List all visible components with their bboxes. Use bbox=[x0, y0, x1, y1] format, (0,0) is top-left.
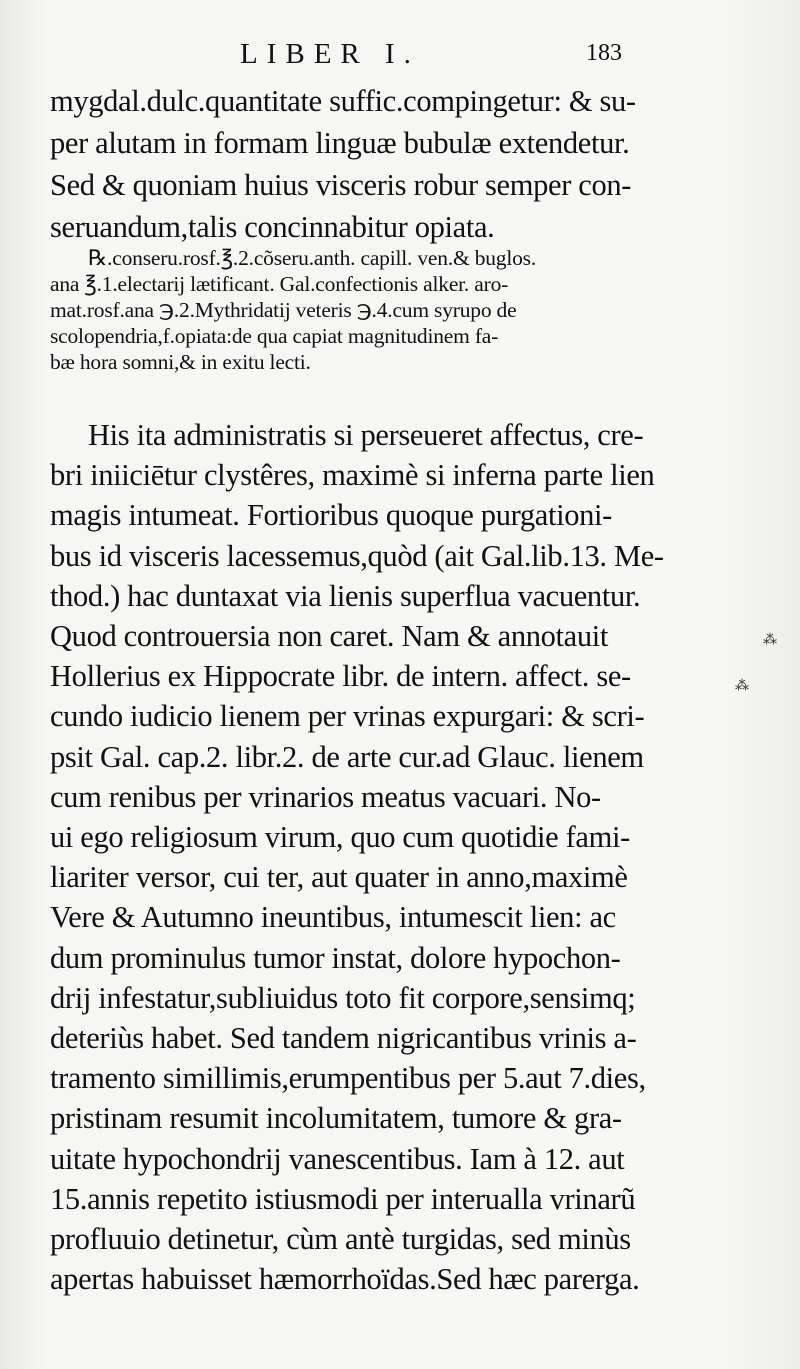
recipe-line: mat.rosf.ana ℈.2.Mythridatij veteris ℈.4.cum syrupo de bbox=[50, 298, 517, 322]
text-line: apertas habuisset hæmorrhoïdas.Sed hæc parerga. bbox=[50, 1262, 640, 1297]
text-line: profluuio detinetur, cùm antè turgidas, sed minùs bbox=[50, 1222, 631, 1257]
recipe-line: ℞.conseru.rosf.℥.2.cõseru.anth. capill. ven.& buglos. bbox=[88, 246, 537, 270]
text-line: cundo iudicio lienem per vrinas expurgari: & scri- bbox=[50, 699, 645, 734]
text-line: Hollerius ex Hippocrate libr. de intern. affect. se- bbox=[50, 659, 631, 694]
text-line: drij infestatur,subliuidus toto fit corpore,sensimq; bbox=[50, 980, 636, 1015]
text-line: Sed & quoniam huius visceris robur semper con- bbox=[50, 168, 632, 202]
paragraph-main bbox=[50, 415, 664, 1299]
text-line: psit Gal. cap.2. libr.2. de arte cur.ad Glauc. lienem bbox=[50, 739, 644, 774]
text-line: bri iniiciētur clystêres, maximè si inferna parte lien bbox=[50, 458, 655, 493]
recipe-prescription bbox=[50, 245, 640, 375]
text-line: seruandum,talis concinnabitur opiata. bbox=[50, 210, 495, 244]
text-line: per alutam in formam linguæ bubulæ extendetur. bbox=[50, 126, 630, 160]
page-header bbox=[0, 38, 800, 78]
text-line: liariter versor, cui ter, aut quater in anno,maximè bbox=[50, 860, 628, 895]
text-line: thod.) hac duntaxat via lienis superflua vacuentur. bbox=[50, 578, 641, 613]
text-line: dum prominulus tumor instat, dolore hypochon- bbox=[50, 940, 621, 975]
paragraph-opening bbox=[50, 80, 640, 248]
text-line: His ita administratis si perseueret affectus, cre- bbox=[88, 418, 644, 452]
recipe-line: ana ℥.1.electarij lætificant. Gal.confectionis alker. aro- bbox=[50, 272, 509, 296]
text-line: 15.annis repetito istiusmodi per interualla vrinarũ bbox=[50, 1181, 636, 1216]
text-line: bus id visceris lacessemus,quòd (ait Gal.lib.13. Me- bbox=[50, 538, 664, 573]
text-line: tramento simillimis,erumpentibus per 5.aut 7.dies, bbox=[50, 1061, 646, 1096]
text-line: pristinam resumit incolumitatem, tumore & gra- bbox=[50, 1101, 622, 1136]
running-title: LIBER I. bbox=[240, 38, 420, 70]
ink-speck-mark: ⁂ bbox=[735, 678, 749, 694]
text-line: Quod controuersia non caret. Nam & annotauit bbox=[50, 619, 608, 654]
page-number: 183 bbox=[586, 40, 622, 66]
text-line: deteriùs habet. Sed tandem nigricantibus vrinis a- bbox=[50, 1021, 637, 1056]
text-line: cum renibus per vrinarios meatus vacuari. No- bbox=[50, 779, 601, 814]
recipe-line: bæ hora somni,& in exitu lecti. bbox=[50, 350, 311, 374]
text-line: mygdal.dulc.quantitate suffic.compingetur: & su- bbox=[50, 84, 636, 118]
recipe-line: scolopendria,f.opiata:de qua capiat magnitudinem fa- bbox=[50, 324, 499, 348]
text-line: Vere & Autumno ineuntibus, intumescit lien: ac bbox=[50, 900, 616, 935]
text-line: ui ego religiosum virum, quo cum quotidie fami- bbox=[50, 820, 630, 855]
text-line: uitate hypochondrij vanescentibus. Iam à 12. aut bbox=[50, 1141, 625, 1176]
ink-speck-mark: ⁂ bbox=[763, 632, 777, 648]
text-line: magis intumeat. Fortioribus quoque purgationi- bbox=[50, 498, 612, 533]
